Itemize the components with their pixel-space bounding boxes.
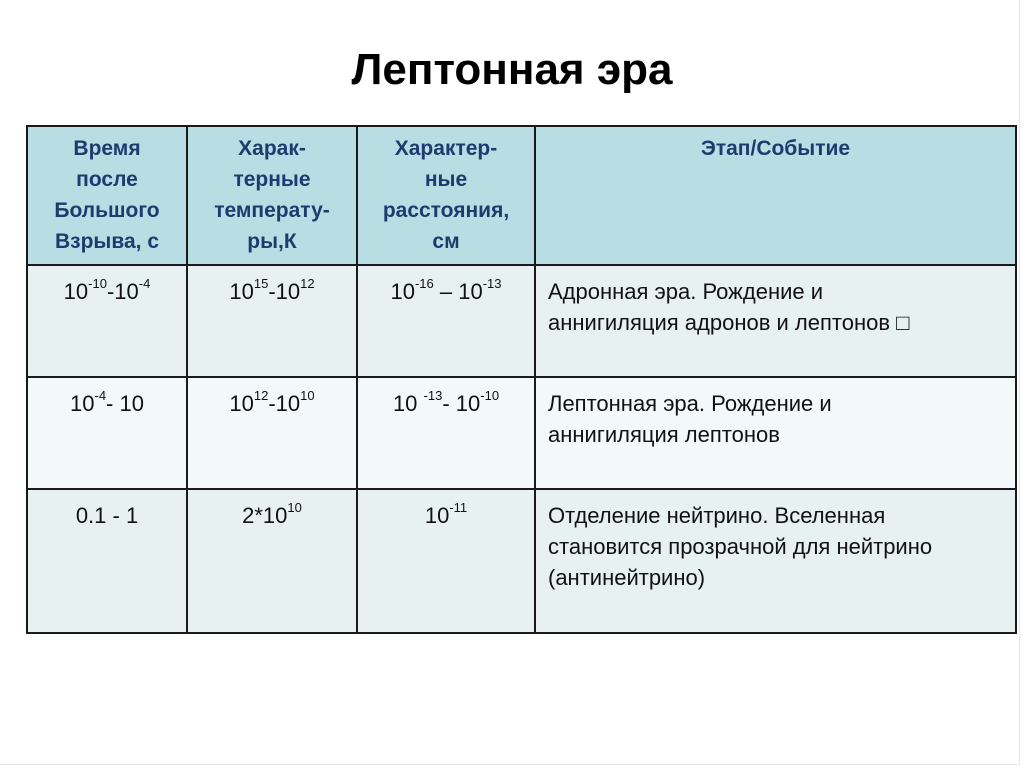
cell-event: Адронная эра. Рождение и аннигиляция адронов и лептонов □ xyxy=(535,265,1016,377)
lepton-era-table xyxy=(26,125,1017,634)
cell-temperature: $10^{12}-10^{10}$ xyxy=(187,377,357,489)
cell-distance: $10^{-16} - 10^{-13}$ xyxy=(357,265,535,377)
table-header-row xyxy=(27,126,1016,265)
table-row xyxy=(27,489,1016,633)
cell-event: Лептонная эра. Рождение и аннигиляция лептонов xyxy=(535,377,1016,489)
cell-time: $10^{-10}-10^{-4}$ xyxy=(27,265,187,377)
header-event: Этап/Событие xyxy=(535,126,1016,265)
cell-time: $10^{-4}-$ 10 xyxy=(27,377,187,489)
cell-distance: 10 $^{-13}$- $10^{-10}$ xyxy=(357,377,535,489)
slide-title: Лептонная эра xyxy=(351,45,673,94)
header-distance: Характер- ные расстояния, см xyxy=(357,126,535,265)
header-time: Время после Большого Взрыва, с xyxy=(27,126,187,265)
header-temperature: Харак- терные температу- ры,К xyxy=(187,126,357,265)
cell-distance: $10^{-11}$ xyxy=(357,489,535,633)
cell-temperature: $10^{15}-10^{12}$ xyxy=(187,265,357,377)
table-row xyxy=(27,265,1016,377)
table-row xyxy=(27,377,1016,489)
cell-event: Отделение нейтрино. Вселенная становится прозрачной для нейтрино (антинейтрино) xyxy=(535,489,1016,633)
cell-time: 0.1 - 1 xyxy=(27,489,187,633)
cell-temperature: $2*10^{10}$ xyxy=(187,489,357,633)
